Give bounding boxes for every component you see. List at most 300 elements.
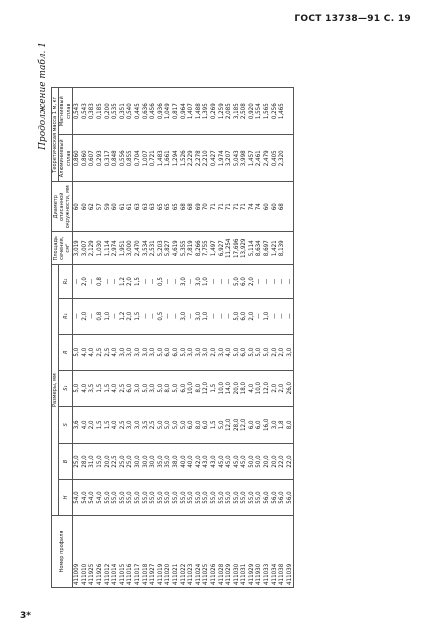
- table-cell: 60: [263, 182, 271, 232]
- table-cell: —: [210, 265, 218, 298]
- table-cell: 10,0: [187, 370, 195, 406]
- table-cell: 1,565: [263, 88, 271, 135]
- table-row: [73, 41, 81, 588]
- table-cell: —: [218, 298, 226, 334]
- table-cell: 1,5: [134, 265, 142, 298]
- table-cell: 40,0: [187, 444, 195, 480]
- table-cell: 45,0: [233, 444, 241, 480]
- table-cell: 5,0: [73, 334, 81, 370]
- table-cell: 5,0: [157, 406, 165, 443]
- table-cell: 65: [157, 182, 165, 232]
- table-cell: 54,0: [96, 480, 104, 516]
- table-cell: 1,5: [210, 406, 218, 443]
- table-cell: 8,139: [278, 232, 286, 265]
- table-cell: 55,0: [164, 480, 172, 516]
- table-cell: 2,0: [271, 370, 279, 406]
- table-cell: 3,0: [142, 334, 150, 370]
- table-cell: 1,5: [134, 298, 142, 334]
- table-cell: —: [255, 298, 263, 334]
- table-cell: [286, 232, 294, 265]
- table-cell: 1,974: [218, 135, 226, 182]
- table-cell: 55,0: [111, 480, 119, 516]
- table-row: [172, 41, 180, 588]
- table-cell: 6,0: [240, 265, 248, 298]
- table-cell: 8,0: [195, 370, 203, 406]
- table-cell: 12,0: [240, 406, 248, 443]
- table-cell: 1,5: [96, 370, 104, 406]
- table-cell: 1,395: [202, 88, 210, 135]
- table-cell: 2,0: [278, 370, 286, 406]
- table-cell: 2,210: [202, 135, 210, 182]
- table-row: [119, 41, 127, 588]
- table-cell: 12,0: [202, 370, 210, 406]
- table-cell: 4,0: [81, 334, 89, 370]
- table-cell: 2,0: [88, 406, 96, 443]
- table-row: [263, 41, 271, 588]
- col-area-header: Площадь сечения, см²: [52, 232, 73, 265]
- table-cell: —: [111, 265, 119, 298]
- table-cell: —: [210, 298, 218, 334]
- table-cell: 411015: [119, 516, 127, 588]
- table-row: [240, 41, 248, 588]
- table-cell: 0,317: [104, 135, 112, 182]
- table-cell: 1,5: [96, 406, 104, 443]
- col-mass-group-header: Теоретическая масса 1 м, кг: [52, 88, 59, 182]
- table-cell: 8,266: [195, 232, 203, 265]
- table-cell: 2,5: [96, 334, 104, 370]
- table-cell: 1,488: [195, 88, 203, 135]
- table-cell: 25,0: [119, 444, 127, 480]
- table-cell: 6,0: [240, 298, 248, 334]
- table-cell: 0,185: [96, 88, 104, 135]
- table-cell: 1,2: [119, 298, 127, 334]
- table-cell: 55,0: [126, 480, 134, 516]
- table-cell: 43,0: [202, 444, 210, 480]
- table-cell: 1,465: [278, 88, 286, 135]
- table-cell: 5,355: [180, 232, 188, 265]
- table-cell: 56,0: [278, 480, 286, 516]
- table-cell: 1,030: [96, 232, 104, 265]
- table-cell: 28,0: [81, 444, 89, 480]
- table-cell: —: [218, 265, 226, 298]
- table-cell: 3,0: [180, 298, 188, 334]
- table-row: [157, 41, 165, 588]
- table-cell: 411019: [157, 516, 165, 588]
- table-cell: 4,0: [248, 370, 256, 406]
- table-cell: 2,0: [126, 265, 134, 298]
- table-cell: 70: [202, 182, 210, 232]
- table-cell: 3,0: [119, 334, 127, 370]
- table-cell: 4,0: [111, 334, 119, 370]
- table-cell: 69: [195, 182, 203, 232]
- table-cell: 20,0: [104, 444, 112, 480]
- table-cell: 55,0: [149, 480, 157, 516]
- col-sizes-group-header: Размеры, мм: [52, 265, 59, 516]
- table-row: [104, 41, 112, 588]
- table-cell: 55,0: [202, 480, 210, 516]
- table-cell: 5,0: [180, 406, 188, 443]
- table-cell: 3,0: [126, 334, 134, 370]
- table-cell: 411925: [88, 516, 96, 588]
- table-cell: 3,0: [134, 406, 142, 443]
- table-cell: 60: [73, 182, 81, 232]
- table-cell: 6,0: [255, 406, 263, 443]
- table-body: [73, 41, 294, 588]
- table-cell: 54,0: [73, 480, 81, 516]
- table-cell: —: [73, 298, 81, 334]
- table-cell: 1,951: [119, 232, 127, 265]
- table-cell: —: [286, 298, 294, 334]
- table-cell: 61: [119, 182, 127, 232]
- table-cell: 0,556: [119, 135, 127, 182]
- table-cell: 3,0: [126, 406, 134, 443]
- table-cell: —: [271, 265, 279, 298]
- table-cell: 411026: [210, 516, 218, 588]
- table-cell: 3,0: [195, 265, 203, 298]
- table-cell: 2,5: [119, 406, 127, 443]
- table-cell: 5,114: [248, 232, 256, 265]
- table-cell: —: [278, 265, 286, 298]
- table-cell: 56,0: [271, 480, 279, 516]
- table-cell: 2,479: [263, 135, 271, 182]
- table-cell: 4,0: [81, 406, 89, 443]
- table-row: [271, 41, 279, 588]
- table-cell: 1,661: [164, 135, 172, 182]
- table-cell: 1,5: [104, 370, 112, 406]
- table-row: [88, 41, 96, 588]
- table-cell: 1,2: [119, 265, 127, 298]
- table-cell: —: [263, 265, 271, 298]
- table-cell: 411929: [248, 516, 256, 588]
- col-h-header: H: [59, 480, 73, 516]
- table-cell: 2,5: [119, 370, 127, 406]
- table-cell: 5,0: [255, 334, 263, 370]
- table-cell: 8,634: [255, 232, 263, 265]
- table-cell: —: [111, 298, 119, 334]
- table-cell: 45,0: [225, 444, 233, 480]
- table-cell: —: [88, 298, 96, 334]
- table-cell: 0,256: [271, 88, 279, 135]
- table-cell: 11,254: [225, 232, 233, 265]
- table-cell: 55,0: [187, 480, 195, 516]
- table-row: [111, 41, 119, 588]
- table-cell: 0,405: [271, 135, 279, 182]
- table-cell: 411010: [81, 516, 89, 588]
- table-cell: [286, 88, 294, 135]
- table-cell: 55,0: [248, 480, 256, 516]
- table-cell: 54,0: [81, 480, 89, 516]
- table-cell: 0,860: [81, 135, 89, 182]
- table-cell: 5,0: [218, 406, 226, 443]
- table-cell: 0,293: [96, 135, 104, 182]
- col-r1-header: R₁: [59, 298, 73, 334]
- table-cell: 4,619: [172, 232, 180, 265]
- table-cell: 14,0: [225, 370, 233, 406]
- table-cell: 5,0: [157, 334, 165, 370]
- table-cell: 3,998: [240, 135, 248, 182]
- table-cell: 8,0: [164, 370, 172, 406]
- table-cell: 2,0: [278, 334, 286, 370]
- table-cell: 0,848: [111, 135, 119, 182]
- table-cell: 1,554: [255, 88, 263, 135]
- table-row: [164, 41, 172, 588]
- table-cell: 7,755: [202, 232, 210, 265]
- table-cell: 55,0: [255, 480, 263, 516]
- table-row: [225, 41, 233, 588]
- table-cell: 55,0: [218, 480, 226, 516]
- table-cell: 411024: [195, 516, 203, 588]
- table-cell: 59: [104, 182, 112, 232]
- table-cell: 411926: [96, 516, 104, 588]
- table-cell: 3,0: [134, 334, 142, 370]
- col-mg-header: Магниевый сплав: [59, 88, 73, 135]
- table-cell: 5,827: [164, 232, 172, 265]
- table-cell: 25,0: [73, 444, 81, 480]
- table-cell: 0,860: [73, 135, 81, 182]
- table-cell: 3,0: [187, 334, 195, 370]
- table-cell: 6,0: [240, 334, 248, 370]
- table-cell: 8,697: [263, 232, 271, 265]
- table-cell: 3,185: [233, 88, 241, 135]
- table-cell: 0,445: [134, 88, 142, 135]
- table-cell: 5,0: [233, 334, 241, 370]
- table-cell: [286, 135, 294, 182]
- table-cell: 50,0: [255, 444, 263, 480]
- table-cell: 55,0: [172, 480, 180, 516]
- table-cell: 0,456: [149, 88, 157, 135]
- table-caption: Продолжение табл. 1: [38, 42, 48, 150]
- table-cell: 5,0: [180, 334, 188, 370]
- table-cell: 411034: [271, 516, 279, 588]
- col-r2-header: R₂: [59, 265, 73, 298]
- table-cell: 20,0: [263, 444, 271, 480]
- table-cell: 3,534: [142, 232, 150, 265]
- table-cell: 411023: [187, 516, 195, 588]
- table-cell: 5,0: [172, 406, 180, 443]
- table-cell: 0,5: [157, 298, 165, 334]
- table-row: [195, 41, 203, 588]
- table-cell: 62: [88, 182, 96, 232]
- table-cell: 55,0: [180, 480, 188, 516]
- table-cell: 2,0: [210, 334, 218, 370]
- table-cell: 2,531: [149, 232, 157, 265]
- table-row: [218, 41, 226, 588]
- table-cell: 68: [187, 182, 195, 232]
- table-cell: 0,427: [210, 135, 218, 182]
- table-cell: 0,920: [248, 88, 256, 135]
- table-cell: 0,636: [142, 88, 150, 135]
- table-cell: 6,927: [218, 232, 226, 265]
- table-cell: 31,0: [88, 444, 96, 480]
- table-cell: 10,0: [218, 370, 226, 406]
- table-cell: 20,0: [271, 444, 279, 480]
- table-cell: 2,470: [134, 232, 142, 265]
- table-cell: 5,043: [233, 135, 241, 182]
- table-cell: 2,0: [248, 265, 256, 298]
- col-al-header: Алюминиевый сплав: [59, 135, 73, 182]
- table-cell: 1,007: [142, 135, 150, 182]
- table-cell: 3,000: [126, 232, 134, 265]
- table-cell: 0,607: [88, 135, 96, 182]
- table-row: [81, 41, 89, 588]
- table-row: [278, 41, 286, 588]
- table-cell: 3,0: [271, 406, 279, 443]
- table-cell: 411020: [164, 516, 172, 588]
- table-cell: 5,0: [233, 265, 241, 298]
- table-cell: 411014: [111, 516, 119, 588]
- table-cell: —: [271, 298, 279, 334]
- table-cell: 2,974: [111, 232, 119, 265]
- table-cell: 8,0: [286, 406, 294, 443]
- table-cell: 0,721: [149, 135, 157, 182]
- table-cell: —: [225, 298, 233, 334]
- table-cell: 411930: [255, 516, 263, 588]
- table-cell: 1,483: [157, 135, 165, 182]
- table-cell: —: [187, 298, 195, 334]
- table-cell: 1,259: [218, 88, 226, 135]
- table-cell: 38,0: [172, 444, 180, 480]
- table-cell: 4,0: [111, 370, 119, 406]
- table-cell: 30,0: [149, 444, 157, 480]
- table-cell: —: [164, 298, 172, 334]
- table-cell: —: [149, 298, 157, 334]
- table-cell: 43,0: [210, 444, 218, 480]
- table-cell: 56,0: [286, 480, 294, 516]
- table-cell: 411039: [286, 516, 294, 588]
- table-cell: 2,5: [104, 334, 112, 370]
- table-cell: 74: [248, 182, 256, 232]
- table-cell: 71: [210, 182, 218, 232]
- table-cell: 1,457: [248, 135, 256, 182]
- table-cell: 1,0: [104, 298, 112, 334]
- table-cell: 22,0: [286, 444, 294, 480]
- rotated-table-block: [38, 40, 400, 588]
- table-cell: 6,0: [202, 406, 210, 443]
- table-cell: 8,0: [195, 406, 203, 443]
- table-cell: —: [172, 265, 180, 298]
- table-cell: 5,0: [73, 370, 81, 406]
- table-cell: 2,278: [195, 135, 203, 182]
- table-cell: 4,0: [111, 406, 119, 443]
- table-cell: 57: [96, 182, 104, 232]
- table-cell: 3,5: [142, 406, 150, 443]
- table-cell: 2,508: [240, 88, 248, 135]
- table-cell: 55,0: [104, 480, 112, 516]
- table-cell: 4,0: [88, 334, 96, 370]
- table-cell: 65: [172, 182, 180, 232]
- table-cell: 60: [81, 182, 89, 232]
- table-cell: 1,294: [172, 135, 180, 182]
- table-cell: 28,0: [233, 406, 241, 443]
- table-cell: 3,0: [180, 265, 188, 298]
- table-row: [187, 41, 195, 588]
- table-cell: 17,696: [233, 232, 241, 265]
- table-cell: 15,0: [96, 444, 104, 480]
- table-cell: 55,0: [157, 480, 165, 516]
- table-cell: 3,0: [149, 370, 157, 406]
- col-s-header: S: [59, 406, 73, 443]
- table-cell: 411016: [126, 516, 134, 588]
- table-cell: 55,0: [240, 480, 248, 516]
- table-cell: —: [142, 298, 150, 334]
- table-cell: 5,0: [142, 370, 150, 406]
- table-cell: 0,269: [210, 88, 218, 135]
- table-cell: 6,0: [248, 406, 256, 443]
- table-cell: 411017: [134, 516, 142, 588]
- table-cell: 63: [142, 182, 150, 232]
- table-cell: 12,0: [263, 370, 271, 406]
- table-cell: 55,0: [142, 480, 150, 516]
- table-cell: 411012: [104, 516, 112, 588]
- table-row: [180, 41, 188, 588]
- table-row: [134, 41, 142, 588]
- table-cell: 2,229: [187, 135, 195, 182]
- table-cell: 5,0: [263, 334, 271, 370]
- table-cell: 63: [149, 182, 157, 232]
- table-cell: 0,817: [172, 88, 180, 135]
- table-row: [142, 41, 150, 588]
- page-header: ГОСТ 13738—91 С. 19: [294, 14, 411, 24]
- table-cell: 5,0: [157, 370, 165, 406]
- table-cell: 2,085: [225, 88, 233, 135]
- table-cell: 35,0: [157, 444, 165, 480]
- table-cell: 71: [218, 182, 226, 232]
- table-cell: 4,0: [225, 334, 233, 370]
- table-cell: 0,855: [126, 135, 134, 182]
- table-cell: 3,5: [88, 370, 96, 406]
- table-cell: 2,0: [81, 265, 89, 298]
- table-cell: 411022: [180, 516, 188, 588]
- table-cell: 55,0: [119, 480, 127, 516]
- table-cell: 411018: [142, 516, 150, 588]
- table-row: [126, 41, 134, 588]
- table-cell: 42,0: [195, 444, 203, 480]
- col-profile-header: Номер профиля: [52, 516, 73, 588]
- table-cell: —: [286, 265, 294, 298]
- table-cell: 60: [111, 182, 119, 232]
- table-cell: 22,0: [278, 444, 286, 480]
- table-cell: —: [73, 265, 81, 298]
- table-cell: 3,019: [73, 232, 81, 265]
- table-cell: 6,0: [172, 334, 180, 370]
- table-row: [286, 41, 294, 588]
- table-cell: 13,929: [240, 232, 248, 265]
- table-cell: 2,0: [271, 334, 279, 370]
- table-cell: 5,0: [248, 334, 256, 370]
- table-cell: 3,0: [134, 370, 142, 406]
- table-cell: 0,383: [88, 88, 96, 135]
- table-cell: 30,0: [134, 444, 142, 480]
- profile-table: [51, 40, 294, 588]
- table-cell: 3,0: [195, 334, 203, 370]
- table-cell: 55,0: [195, 480, 203, 516]
- table-cell: 0,964: [180, 88, 188, 135]
- table-cell: 411021: [172, 516, 180, 588]
- table-cell: 5,203: [157, 232, 165, 265]
- table-row: [210, 41, 218, 588]
- table-cell: 6,0: [164, 334, 172, 370]
- table-cell: 411031: [240, 516, 248, 588]
- table-cell: 0,543: [81, 88, 89, 135]
- table-cell: 0,704: [134, 135, 142, 182]
- table-cell: 22,5: [111, 444, 119, 480]
- table-cell: —: [278, 298, 286, 334]
- table-cell: 0,200: [104, 88, 112, 135]
- table-cell: 68: [180, 182, 188, 232]
- col-s1-header: S₁: [59, 370, 73, 406]
- table-cell: 3,0: [218, 334, 226, 370]
- table-cell: 3,6: [73, 406, 81, 443]
